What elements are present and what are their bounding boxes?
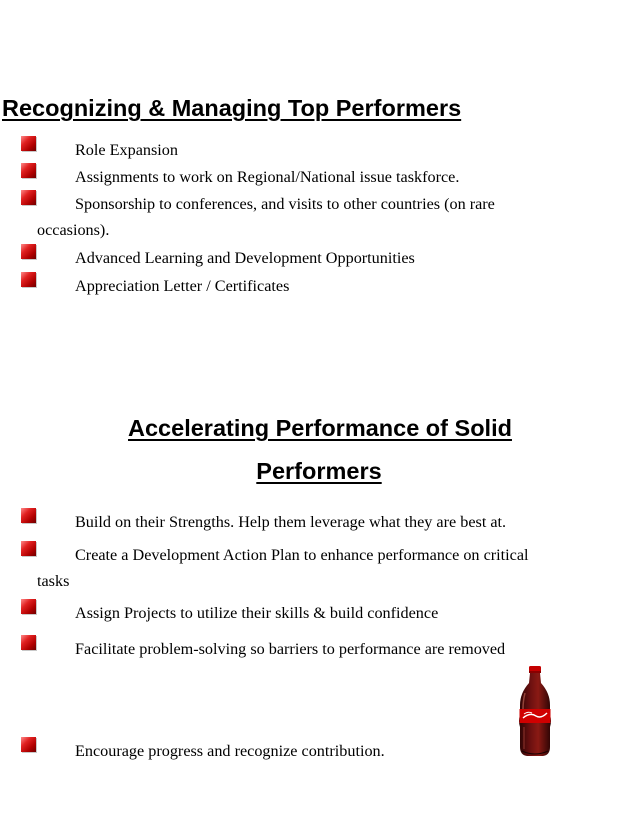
section-1-title: Recognizing & Managing Top Performers — [2, 95, 462, 121]
list-item-text: Sponsorship to conferences, and visits to other countries (on rare — [75, 195, 495, 213]
list-item-text: Facilitate problem-solving so barriers to performance are removed — [75, 640, 506, 658]
red-square-bullet-icon — [21, 541, 36, 556]
red-square-bullet-icon — [21, 508, 36, 523]
list-item-text: Encourage progress and recognize contribution. — [75, 742, 385, 760]
red-square-bullet-icon — [21, 737, 36, 752]
red-square-bullet-icon — [21, 244, 36, 259]
red-square-bullet-icon — [21, 136, 36, 151]
list-item-continuation: occasions). — [37, 221, 110, 239]
red-square-bullet-icon — [21, 190, 36, 205]
red-square-bullet-icon — [21, 163, 36, 178]
list-item-continuation: tasks — [37, 572, 70, 590]
red-square-bullet-icon — [21, 272, 36, 287]
list-item-text: Assign Projects to utilize their skills & build confidence — [75, 604, 439, 622]
list-item-text: Build on their Strengths. Help them leverage what they are best at. — [75, 513, 507, 531]
list-item-text: Appreciation Letter / Certificates — [75, 277, 290, 295]
section-2-title-line-2: Performers — [256, 458, 382, 484]
list-item-text: Advanced Learning and Development Opportunities — [75, 249, 415, 267]
red-square-bullet-icon — [21, 635, 36, 650]
coca-cola-bottle-icon — [510, 665, 560, 757]
list-item-text: Role Expansion — [75, 141, 178, 159]
red-square-bullet-icon — [21, 599, 36, 614]
section-2-title-line-1: Accelerating Performance of Solid — [128, 415, 512, 441]
list-item-text: Create a Development Action Plan to enhance performance on critical — [75, 546, 529, 564]
list-item-text: Assignments to work on Regional/National issue taskforce. — [75, 168, 460, 186]
